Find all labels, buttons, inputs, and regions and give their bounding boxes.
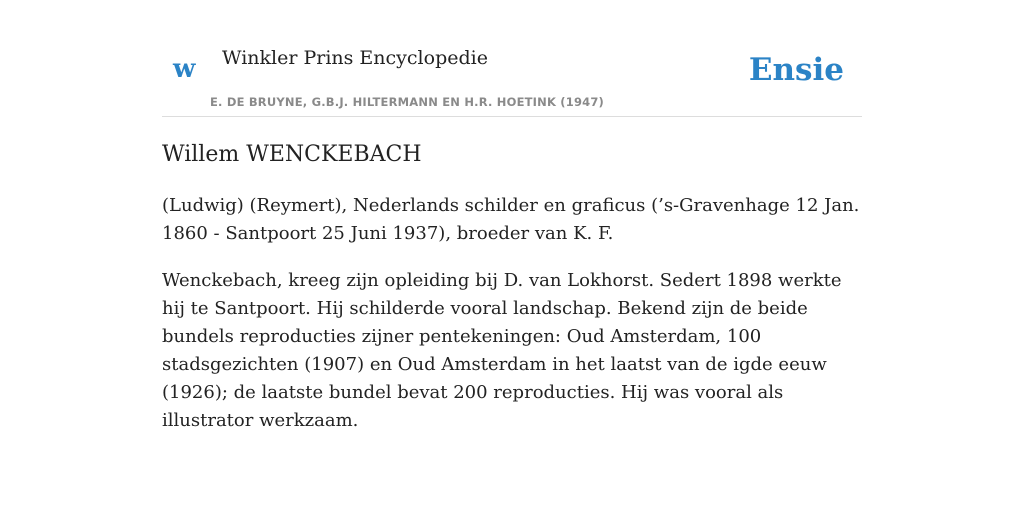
article-paragraph: Wenckebach, kreeg zijn opleiding bij D. van Lokhorst. Sedert 1898 werkte hij te Santpoort. Hij schilderde vooral landschap. Bekend zijn de beide bundels reproducties zijner pentekeningen: Oud Amsterdam, 100 stadsgezichten (1907) en Oud Amsterdam in het laatst van de igde eeuw (1926); de laatste bundel bevat 200 reproducties. Hij was vooral als illustrator werkzaam. [162, 270, 842, 431]
encyclopedia-logo[interactable]: w [173, 54, 196, 84]
ensie-logo[interactable]: Ensie [748, 52, 844, 88]
encyclopedia-title[interactable]: Winkler Prins Encyclopedie [222, 47, 488, 69]
page-content [162, 0, 862, 431]
article-title: Willem WENCKEBACH [162, 142, 422, 167]
encyclopedia-authors: E. DE BRUYNE, G.B.J. HILTERMANN EN H.R. HOETINK (1947) [210, 95, 605, 109]
encyclopedia-header [162, 0, 862, 117]
article-paragraph: (Ludwig) (Reymert), Nederlands schilder en graficus (’s-Gravenhage 12 Jan. 1860 - Santpoort 25 Juni 1937), broeder van K. F. [162, 195, 860, 244]
